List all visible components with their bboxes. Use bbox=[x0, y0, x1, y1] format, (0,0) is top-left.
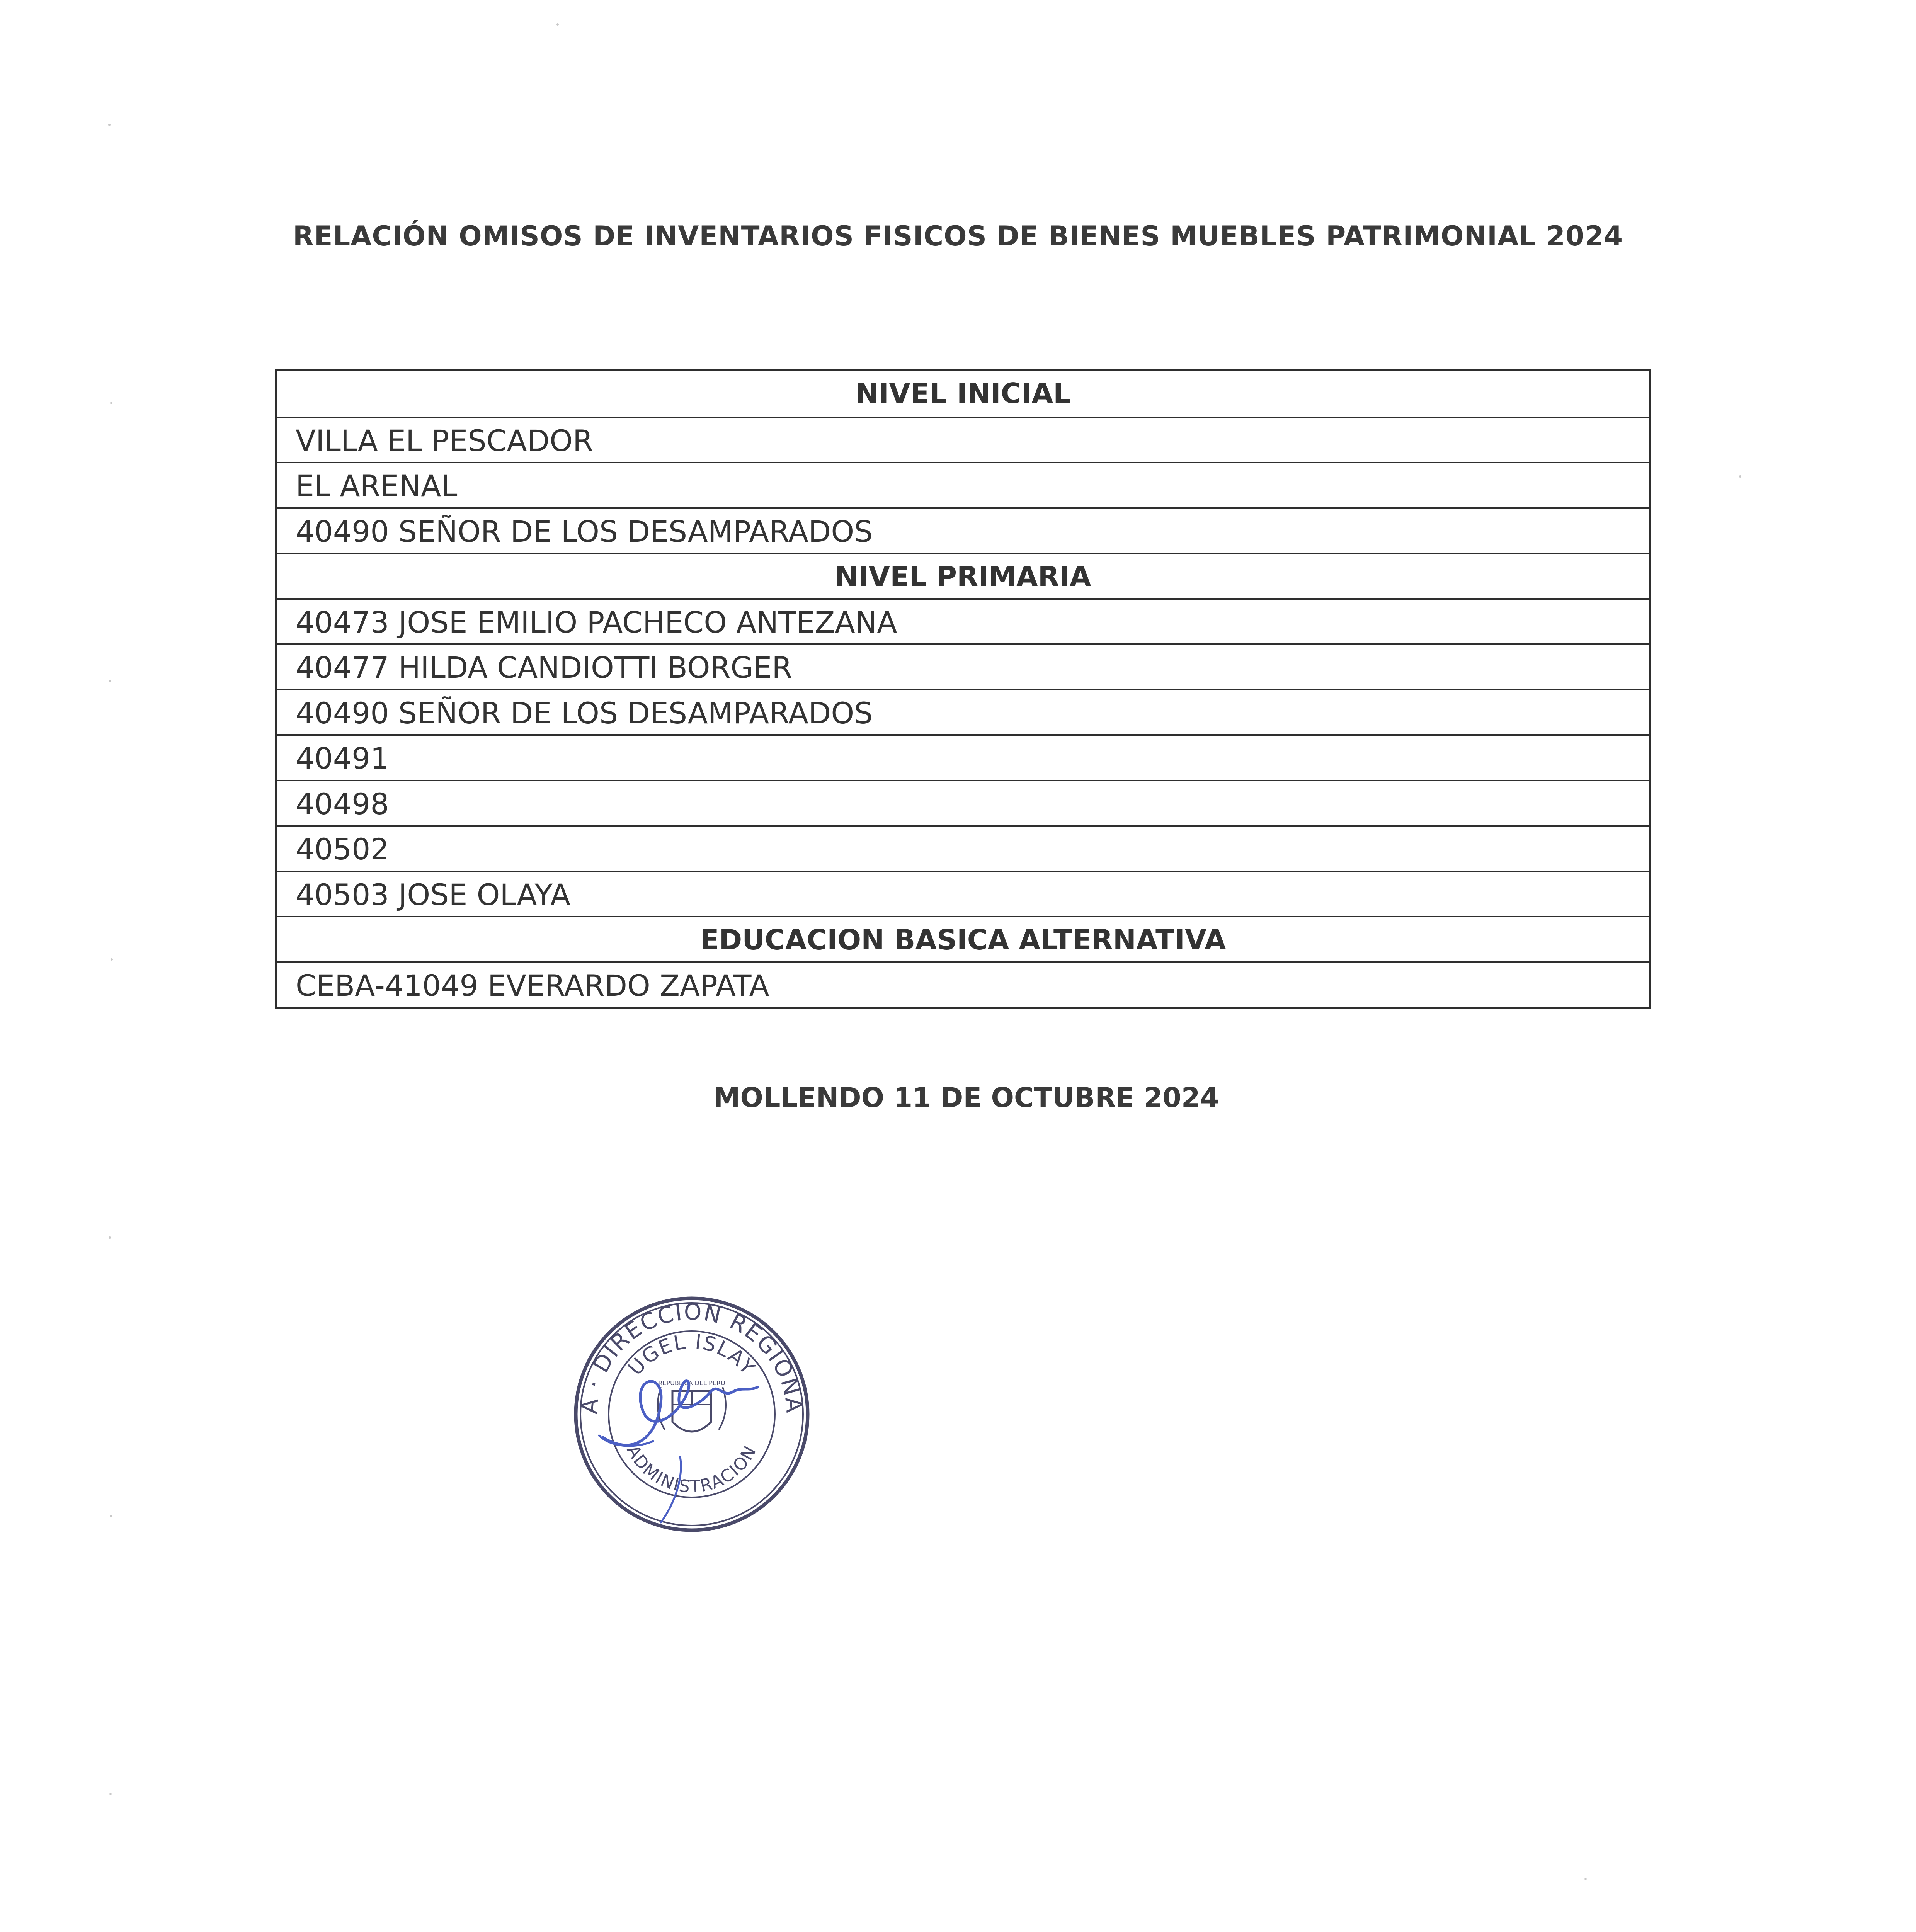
place-and-date: MOLLENDO 11 DE OCTUBRE 2024 bbox=[713, 1082, 1219, 1114]
table-row: CEBA-41049 EVERARDO ZAPATA bbox=[277, 961, 1649, 1007]
seal-outer-text: A · DIRECCION REGIONA bbox=[576, 1298, 808, 1415]
section-heading-alternativa: EDUCACION BASICA ALTERNATIVA bbox=[277, 916, 1649, 961]
section-heading-primaria: NIVEL PRIMARIA bbox=[277, 553, 1649, 598]
table-row: VILLA EL PESCADOR bbox=[277, 417, 1649, 462]
svg-text:REPUBLICA DEL PERU: REPUBLICA DEL PERU bbox=[658, 1379, 725, 1387]
scan-speck bbox=[111, 958, 113, 961]
scan-speck bbox=[109, 680, 111, 682]
seal-inner-top-text: UGEL ISLAY bbox=[623, 1330, 760, 1380]
scan-speck bbox=[1739, 475, 1741, 478]
seal-inner-bottom-text: ADMINISTRACION bbox=[623, 1442, 761, 1497]
table-row: 40503 JOSE OLAYA bbox=[277, 871, 1649, 916]
table-row: 40490 SEÑOR DE LOS DESAMPARADOS bbox=[277, 507, 1649, 553]
scan-speck bbox=[108, 124, 111, 126]
document-title: RELACIÓN OMISOS DE INVENTARIOS FISICOS DE BIENES MUEBLES PATRIMONIAL 2024 bbox=[293, 220, 1623, 252]
table-row: 40502 bbox=[277, 825, 1649, 871]
scan-speck bbox=[1584, 1878, 1587, 1880]
scan-speck bbox=[109, 1793, 112, 1795]
official-seal bbox=[556, 1275, 827, 1546]
table-row: 40498 bbox=[277, 780, 1649, 825]
seal-stamp-icon bbox=[556, 1275, 827, 1546]
scan-speck bbox=[110, 1515, 112, 1517]
table-row: 40490 SEÑOR DE LOS DESAMPARADOS bbox=[277, 689, 1649, 735]
scan-speck bbox=[110, 402, 112, 404]
table-row: 40473 JOSE EMILIO PACHECO ANTEZANA bbox=[277, 598, 1649, 644]
scan-speck bbox=[109, 1236, 111, 1239]
section-heading-inicial: NIVEL INICIAL bbox=[855, 377, 1071, 410]
table-row: 40477 HILDA CANDIOTTI BORGER bbox=[277, 643, 1649, 689]
omissions-table bbox=[275, 369, 1651, 1009]
table-row: 40491 bbox=[277, 734, 1649, 780]
table-row: EL ARENAL bbox=[277, 462, 1649, 507]
scan-speck bbox=[556, 23, 559, 26]
